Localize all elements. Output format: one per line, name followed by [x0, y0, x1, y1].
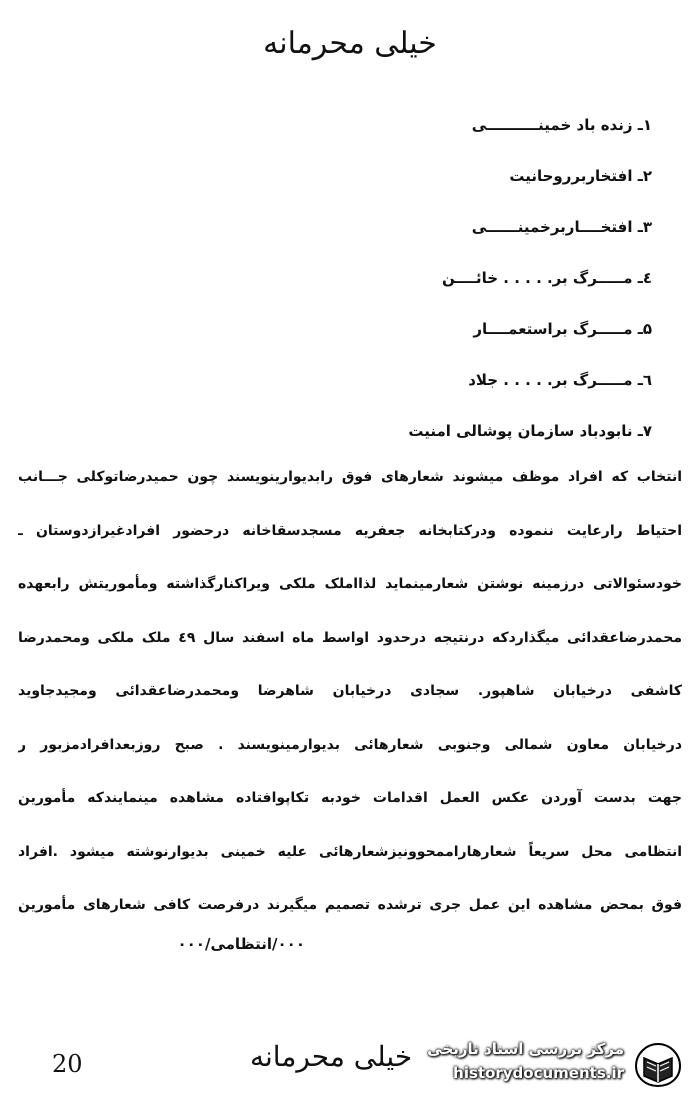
body-line: کاشفی درخیابان شاهپور. سجادی درخیابان شاهرضا ومحمدرضاعقدائی ومجیدجاوید — [18, 683, 682, 699]
body-line: احتیاط رارعایت ننموده ودرکتابخانه جعفریه مسجدسقاخانه درحضور افرادغیرازدوستان ـ — [18, 522, 682, 539]
body-line: خودسئوالاتی درزمینه نوشتن شعارمینماید لذااملک ملکی ویراکنارگذاشته ومأموریتش رابعهده — [18, 576, 682, 592]
classification-header: خیلی محرمانه — [263, 26, 437, 61]
book-emblem-icon — [630, 1040, 686, 1090]
watermark-url: historydocuments.ir — [453, 1064, 624, 1082]
slogan-item: ۵ـ مـــــرگ براستعمــــار — [473, 320, 652, 338]
body-line: محمدرضاعقدائی میگذاردکه درنتیجه درحدود اواسط ماه اسفند سال ٤۹ ملک ملکی ومحمدرضا — [18, 629, 682, 646]
body-line: جهت بدست آوردن عکس العمل اقدامات خودبه تکاپوافتاده مشاهده مینمایندکه مأمورین — [18, 790, 682, 806]
archive-watermark — [418, 1038, 690, 1092]
slogan-item: ۷ـ نابودباد سازمان پوشالی امنیت — [408, 422, 652, 440]
slogan-item: ۲ـ افتخاربرروحانیت — [509, 167, 652, 185]
body-paragraph — [18, 462, 682, 944]
page-number: 20 — [52, 1050, 83, 1078]
slogan-item: ۳ـ افتخــــاربرخمینــــــی — [471, 218, 652, 236]
slogan-item: ٤ـ مـــــرگ بر. . . . . خائــــن — [442, 269, 652, 287]
body-line: انتظامی محل سریعاً شعارهاراممحوونیزشعارهائی علیه خمینی بدیوارنوشته میشود .افراد — [18, 843, 682, 860]
slogan-item: ۱ـ زنده باد خمینــــــــــی — [471, 116, 652, 134]
slogan-list — [252, 110, 652, 467]
watermark-org-name: مرکز بررسی اسناد تاریخی — [427, 1040, 624, 1058]
slogan-item: ٦ـ مـــــرگ بر. . . . . جلاد — [468, 371, 652, 389]
closing-reference: ٠٠٠/انتظامی/٠٠٠ — [177, 935, 305, 953]
body-line: فوق بمحض مشاهده این عمل جری ترشده تصمیم میگیرند درفرصت کافی شعارهای مأمورین — [18, 897, 682, 913]
body-line: انتخاب که افراد موظف میشوند شعارهای فوق رابدیوارینویسند چون حمیدرضاتوکلی جـــانب — [18, 469, 682, 485]
classification-footer: خیلی محرمانه — [250, 1040, 413, 1073]
body-line: درخیابان معاون شمالی وجنوبی شعارهائی بدیوارمینویسند . صبح روزبعدافرادمزبور ر — [18, 736, 682, 753]
